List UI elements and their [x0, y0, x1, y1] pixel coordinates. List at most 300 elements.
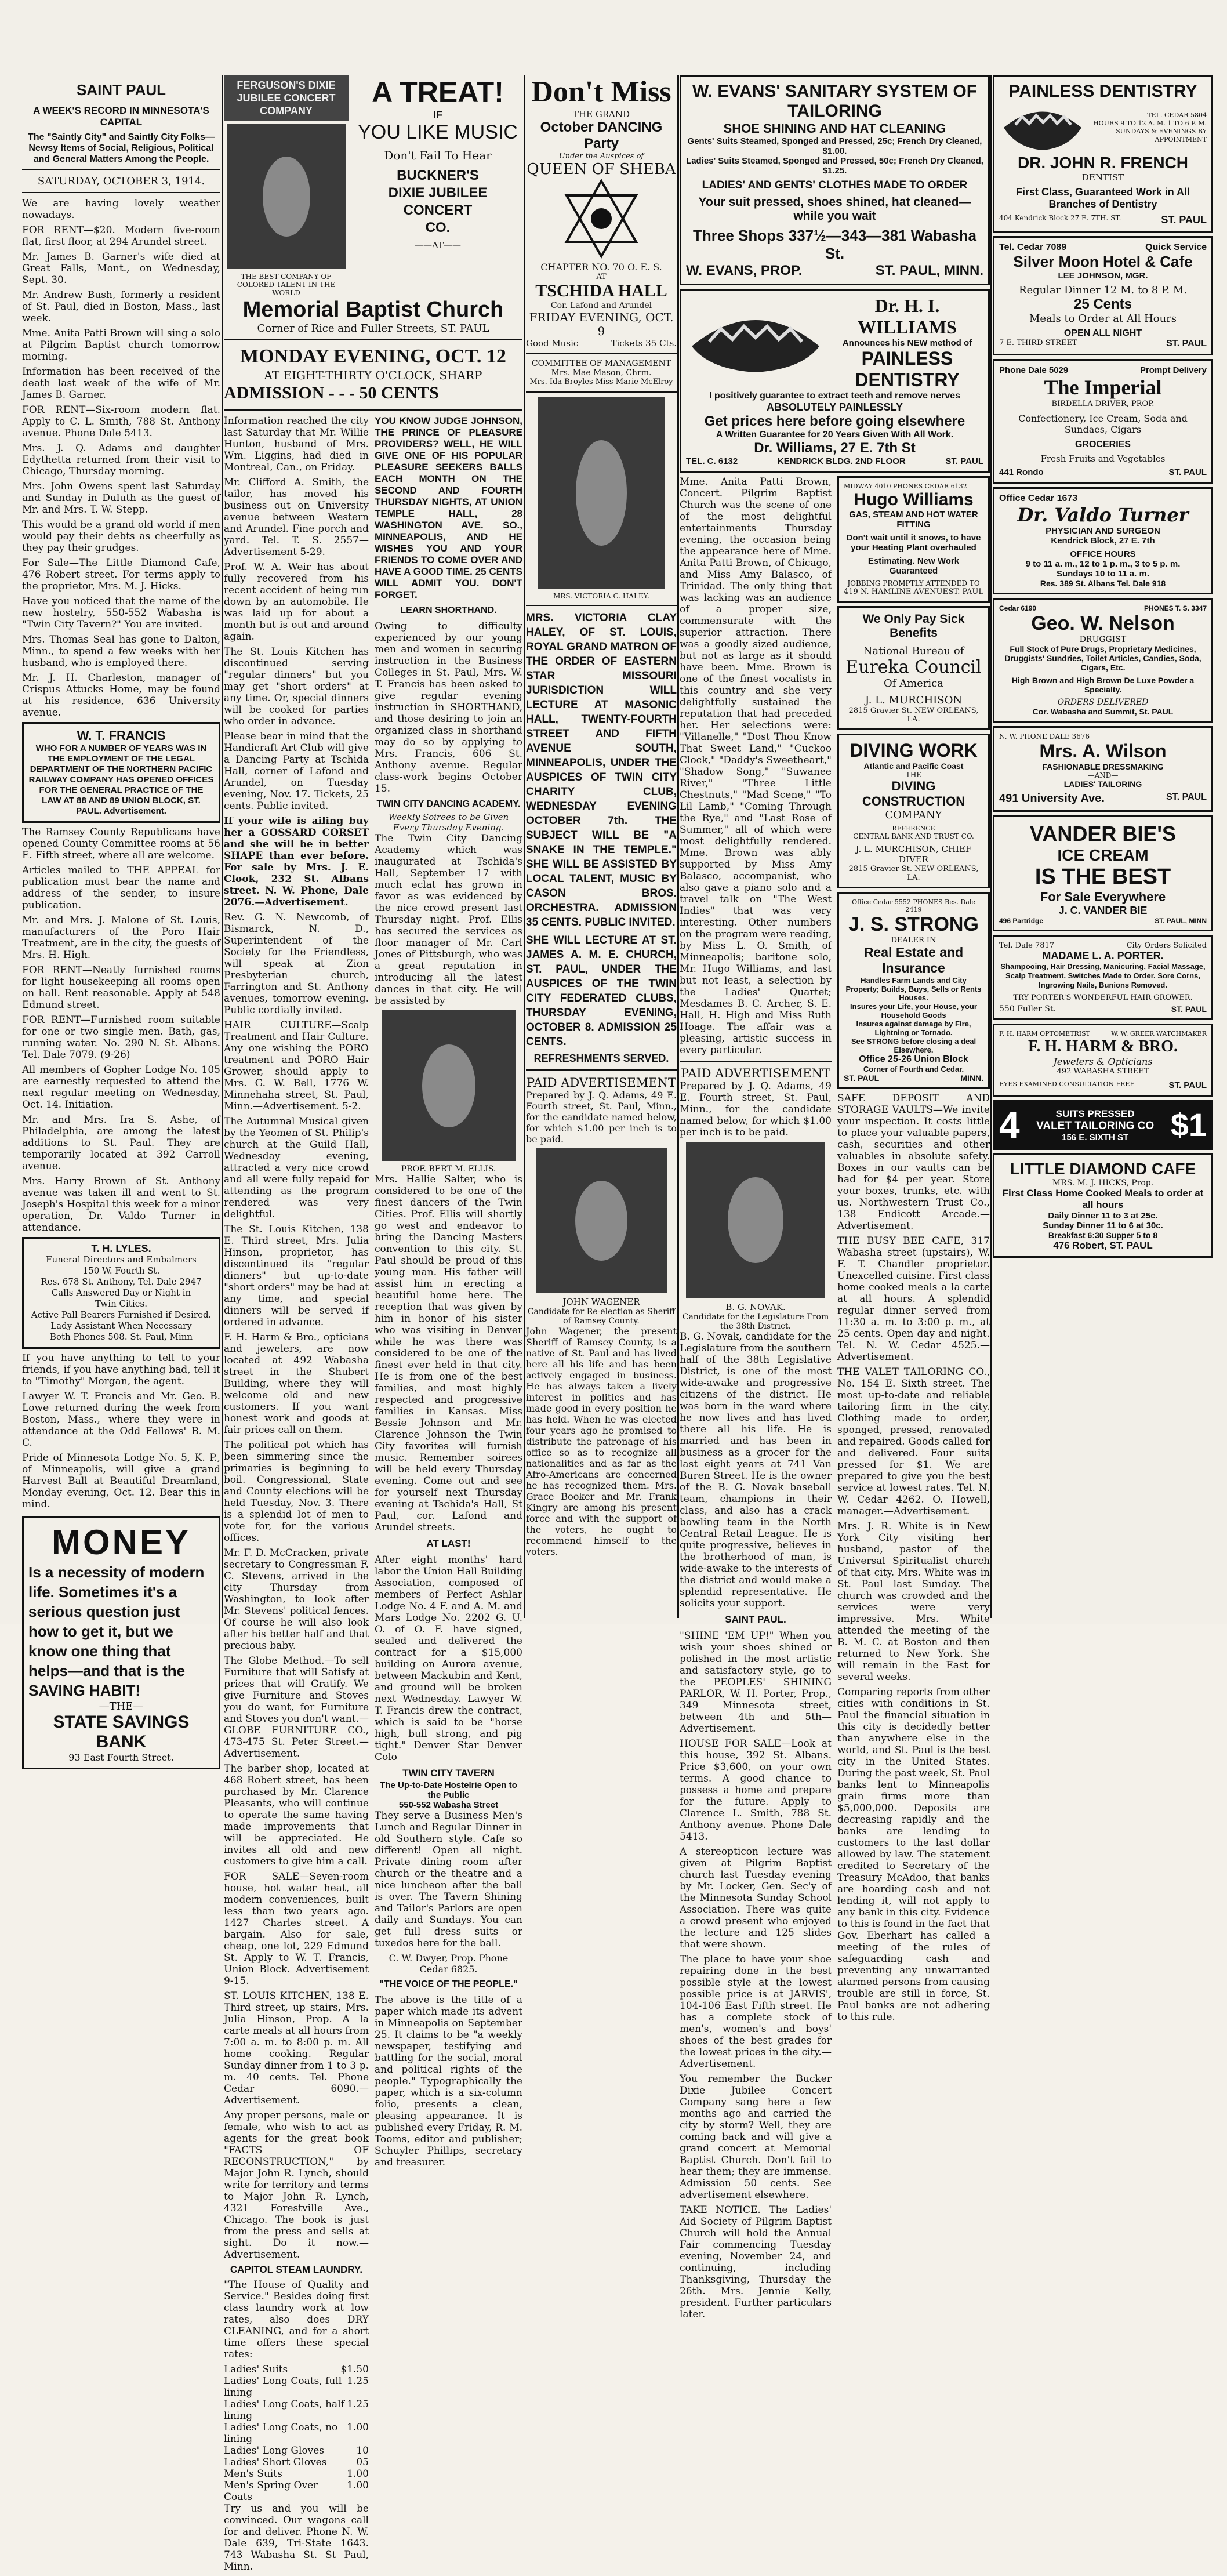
hugo-sub: GAS, STEAM AND HOT WATER FITTING — [849, 510, 978, 529]
lyles-title: T. H. LYLES. — [91, 1243, 151, 1254]
dance-party-ad — [526, 75, 677, 386]
williams-name: Dr. H. I. WILLIAMS — [858, 295, 957, 338]
turner-hours: Sundays 10 to 11 a. m. — [1056, 569, 1150, 579]
strong-corner: Corner of Fourth and Cedar. — [863, 1065, 964, 1073]
lyles-line: Lady Assistant When Necessary — [50, 1320, 192, 1331]
williams-line: Get prices here before going elsewhere — [704, 413, 965, 429]
list-item: All members of Gopher Lodge No. 105 are earnestly requested to attend the next regular meeting on Wednesday, Oct. 14. Initiation. — [22, 1064, 220, 1111]
imperial-name: The Imperial — [1044, 376, 1162, 399]
list-item: HAIR CULTURE—Scalp Treatment and Hair Culture. Any one wishing the PORO treatment and PORO Hair Grower, should apply to Mrs. G. W. Bell, 1776 W. Minnehaha street, St. Paul, Minn.—Advertisement. 5-2. — [224, 1019, 369, 1112]
johnson-notice: YOU KNOW JUDGE JOHNSON, THE PRINCE OF PLEASURE PROVIDERS? WELL, HE WILL GIVE ONE OF HIS POPULAR PLEASURE SEEKERS BALLS EACH MONTH ON THE SECOND AND FOURTH THURSDAY NIGHTS, AT UNION TEMPLE HALL, 28 WASHINGTON AVE. SO., MINNEAPOLIS, AND HE WISHES YOU AND YOUR FRIENDS TO COME OVER AND HAVE A GOOD TIME. 25 CENTS WILL ADMIT YOU. DON'T FORGET. — [375, 415, 522, 600]
col4-left — [680, 476, 832, 2324]
money-ad — [22, 1516, 220, 1769]
haley-body-2: SHE WILL LECTURE AT ST. JAMES A. M. E. CHURCH, ST. PAUL, UNDER THE AUSPICES OF THE TWIN CITY FEDERATED CLUBS, THURSDAY EVENING, OCTOBER 8. ADMISSION 25 CENTS. — [526, 934, 677, 1048]
lyles-line: Active Pall Bearers Furnished if Desired. — [31, 1309, 212, 1320]
little-diamond-line: First Class Home Cooked Meals to order at all hours — [1002, 1188, 1204, 1210]
teeth-icon — [999, 101, 1086, 154]
concert-time: AT EIGHT-THIRTY O'CLOCK, SHARP — [264, 368, 482, 382]
little-diamond-address: 476 Robert, ST. PAUL — [1053, 1240, 1153, 1251]
diving-address: 2815 Gravier St. NEW ORLEANS, LA. — [848, 865, 979, 882]
treat-buckner: BUCKNER'S — [397, 168, 479, 183]
voice-title: "THE VOICE OF THE PEOPLE." — [379, 1979, 518, 1989]
list-item: Have you noticed that the name of the new hostelry, 550-552 Wabasha is "Twin City Tavern?" You are invited. — [22, 596, 220, 630]
french-line: First Class, Guaranteed Work in All Branches of Dentistry — [1015, 186, 1190, 210]
list-item: Mr. and Mrs. J. Malone of St. Louis, manufacturers of the Poro Hair Treatment, are in the city, the guests of Mrs. H. High. — [22, 915, 220, 961]
list-item: Mr. and Mrs. Ira S. Ashe, of Philadelphia, are among the latest additions to St. Paul. They are temporarily located at 392 Carroll avenue. — [22, 1114, 220, 1172]
column-2 — [224, 75, 522, 2573]
harm-name: F. H. HARM & BRO. — [1028, 1037, 1178, 1055]
french-hours: TEL. CEDAR 5804 HOURS 9 TO 12 A. M. 1 TO 6 P. M. SUNDAYS & EVENINGS BY APPOINTMENT — [1093, 111, 1207, 143]
party-hall-address: Cor. Lafond and Arundel — [550, 301, 652, 310]
list-item: SAFE DEPOSIT AND STORAGE VAULTS—We invite your inspection. It costs little to place your valuable papers, cash, securities and other valuables in absolute safety. Boxes in our vaults can be had for $4 per year. Store your boxes, trunks, etc. with us. Northwestern Trust Co., 138 Endicott Arcade.—Advertisement. — [837, 1093, 990, 1232]
williams-line: ABSOLUTELY PAINLESSLY — [766, 401, 903, 413]
list-item: This would be a grand old world if men would pay their debts as cheerfully as they pay their grudges. — [22, 519, 220, 554]
valet-suits: SUITS PRESSED — [1055, 1108, 1135, 1119]
column-1 — [22, 75, 220, 1763]
haley-photo — [538, 397, 665, 589]
valet-price: $1 — [1170, 1106, 1207, 1143]
list-item: The political pot which has been simmering since the primaries is beginning to boil. Congressional, State and County elections will be held Tuesday, Nov. 3. There is a splendid lot of men to vote for, for the various offices. — [224, 1439, 369, 1544]
dont-miss: Don't Miss — [531, 75, 671, 108]
evans-line: Your suit pressed, shoes shined, hat cleaned—while you wait — [698, 195, 971, 223]
money-body: Is a necessity of modern life. Sometimes it's a serious question just how to get it, but we know one thing that helps—and that is the SAVING HABIT! — [28, 1563, 205, 1699]
eureka-sick: We Only Pay Sick Benefits — [862, 612, 965, 640]
wilson-footer: 491 University Ave. ST. PAUL — [999, 792, 1207, 805]
hugo-footer: 419 N. HAMLINE AVENUE ST. PAUL — [844, 587, 983, 596]
bank-name: STATE SAVINGS BANK — [53, 1713, 190, 1751]
troupe-photo — [227, 124, 346, 269]
diving-bank: CENTRAL BANK AND TRUST CO. — [853, 832, 974, 840]
party-under: Under the Auspices of — [558, 152, 644, 161]
party-hall: TSCHIDA HALL — [535, 281, 667, 300]
evans-line: LADIES' AND GENTS' CLOTHES MADE TO ORDER — [702, 179, 968, 191]
dixie-caption: THE BEST COMPANY OF COLORED TALENT IN THE WORLD — [237, 273, 336, 297]
turner-sub: PHYSICIAN AND SURGEON — [1046, 526, 1160, 536]
list-item: "SHINE 'EM UP!" When you wish your shoes shined or polished in the most artistic and satisfactory style, go to the PEOPLES' SHINING PARLOR, W. H. Porter, Prop., 349 Minnesota street, between 4th and 5th—Advertisement. — [680, 1630, 832, 1735]
strong-line: Insures against damage by Fire, Lightning or Tornado. — [856, 1019, 971, 1037]
committee-members: Mrs. Ida Broyles Miss Marie McElroy — [529, 378, 673, 386]
list-item: HOUSE FOR SALE—Look at this house, 392 St. Albans. Price $3,600, on your own terms. A good chance to possess a home and prepare for the future. Apply to Clarence L. Smith, 788 St. Anthony avenue. Phone Dale 5413. — [680, 1738, 832, 1842]
concert-review: Mme. Anita Patti Brown, Concert. Pilgrim Baptist Church was the scene of one of the most delightful entertainments Thursday evening, the occasion being the appearance here of Mme. Anita Patti Brown, of Chicago, and Miss Amy Balasco, of Trinidad. The only thing that was lacking was an audience of a proper size, commensurate with the superior attraction. There was a goodly sized audience, but not as large as it should have been. Mme. Brown is one of the finest vocalists in this country and she very delightfully sustained the reputation that had preceded her. Her selections were: "Villanelle," "Dost Thou Know That Sweet Land," "Cuckoo Clock," "Daddy's Sweetheart," "Shadow Song," "Suwanee River," "Three Little Chestnuts," "Mad Scene," "To Lil Lamb," "Coming Through the Rye," and "Last Rose of Summer," all of which were most delightfully rendered. Mme. Brown was ably supported by Miss Amy Balasco, accompanist, who also gave a piano solo and a travel talk on "The West Indies" that was very interesting. Other numbers on the program were reading, by Miss L. O. Smith, of Minneapolis; baritone solo, Mr. Hugo Williams, and last but not least, a selection by the Ladies' Quartet; Mesdames B. C. Archer, S. E. Hall, H. High and Miss Ruth Hoage. The affair was a pleasing, artistic success in every particular. — [680, 476, 832, 1056]
col4-body — [680, 476, 990, 2324]
laundry-title: CAPITOL STEAM LAUNDRY. — [230, 2264, 363, 2275]
dixie-banner: FERGUSON'S DIXIE JUBILEE CONCERT COMPANY — [224, 75, 349, 121]
list-item: FOR SALE—Seven-room house, hot water heat, all modern conveniences, built less than two years ago. 1427 Charles street. A bargain. Also for sale, cheap, one lot, 229 Edmund St. Apply to W. T. Francis, Union Block. Advertisement 9-15. — [224, 1871, 369, 1987]
nelson-phones: Cedar 6190 PHONES T. S. 3347 — [999, 604, 1207, 612]
list-item: Mr. Andrew Bush, formerly a resident of St. Paul, died in Boston, Mass., last week. — [22, 289, 220, 324]
treat-if: IF — [433, 109, 442, 121]
french-name: DR. JOHN R. FRENCH — [1017, 154, 1188, 172]
diving-the: —THE— — [898, 771, 929, 779]
list-item: Mme. Anita Patti Brown will sing a solo at Pilgrim Baptist church tomorrow morning. — [22, 328, 220, 362]
hugo-ad — [837, 476, 990, 603]
vander-bie-ad — [993, 815, 1213, 931]
list-item: Men's Spring Over Coats 1.00 — [224, 2480, 369, 2503]
column-4 — [680, 75, 990, 2320]
list-item: You remember the Bucker Dixie Jubilee Concert Company sang here a few months ago and carried the city by storm? Well, they are coming back and will give a grand concert at Memorial Baptist Church. Don't fail to hear them; they are immense. Admission 50 cents. See advertisement elsewhere. — [680, 2073, 832, 2201]
little-diamond-line: Daily Dinner 11 to 3 at 25c. — [1048, 1211, 1158, 1221]
party-grand: THE GRAND — [572, 109, 630, 119]
committee-chair: Mrs. Mae Mason, Chrm. — [551, 368, 652, 378]
eastern-star-emblem-icon — [561, 178, 642, 259]
hugo-line: JOBBING PROMPTLY ATTENDED TO — [847, 579, 980, 587]
atlast-title: AT LAST! — [426, 1538, 471, 1549]
diving-company: DIVING CONSTRUCTION — [862, 779, 965, 808]
hugo-line: Estimating. New Work Guaranteed — [867, 556, 960, 576]
porter-top: Tel. Dale 7817 City Orders Solicited — [999, 941, 1207, 950]
dixie-poster — [224, 75, 349, 297]
subhead: A WEEK'S RECORD IN MINNESOTA'S CAPITAL — [33, 105, 209, 128]
french-dentist: DENTIST — [1081, 172, 1124, 183]
valet-four: 4 — [999, 1104, 1020, 1146]
silver-moon-top: Tel. Cedar 7089 Quick Service — [999, 242, 1207, 252]
tavern-sign: C. W. Dwyer, Prop. Phone Cedar 6825. — [389, 1953, 509, 1975]
list-item: Mrs. Thomas Seal has gone to Dalton, Minn., to spend a few weeks with her husband, who is employed there. — [22, 634, 220, 669]
turner-hours-label: OFFICE HOURS — [1070, 549, 1136, 559]
dixie-section — [224, 75, 522, 297]
porter-ad — [993, 935, 1213, 1020]
french-head — [999, 101, 1207, 154]
list-item: Ladies' Long Coats, full lining 1.25 — [224, 2375, 369, 2399]
bank-address: 93 East Fourth Street. — [68, 1752, 174, 1763]
lyles-line: Res. 678 St. Anthony, Tel. Dale 2947 — [41, 1276, 202, 1287]
party-title: October DANCING Party — [540, 119, 663, 151]
lyles-line: Twin Cities. — [95, 1298, 147, 1309]
turner-residence: Res. 389 St. Albans Tel. Dale 918 — [1040, 579, 1166, 588]
evans-ad — [680, 75, 990, 285]
lyles-ad — [22, 1237, 220, 1349]
treat-co: CO. — [425, 220, 451, 235]
imperial-groceries: GROCERIES — [1074, 440, 1131, 449]
treat-concert: CONCERT — [403, 202, 473, 218]
silver-moon-ad — [993, 236, 1213, 355]
imperial-line: Confectionery, Ice Cream, Soda and Sundaes, Cigars — [1018, 413, 1188, 435]
laundry-end: Try us and you will be convinced. Our wagons call for and deliver. Phone N. W. Dale 639, Tri-State 1643. 743 Wabasha St. St Paul, Minn. — [224, 2503, 369, 2573]
harm-top: F. H. HARM OPTOMETRIST W. W. GREER WATCHMAKER — [999, 1030, 1207, 1037]
column-3 — [526, 75, 677, 1618]
nelson-address: Cor. Wabasha and Summit, St. PAUL — [1032, 707, 1174, 716]
treat-at: ——AT—— — [414, 240, 462, 251]
williams-ad — [680, 289, 990, 473]
list-item: A stereopticon lecture was given at Pilgrim Baptist church last Tuesday evening by Mr. Locker, Gen. Sec'y of the Minnesota Sunday School Association. There was quite a crowd present who enjoyed the lecture and 125 slides that were shown. — [680, 1846, 832, 1950]
strong-dealer: DEALER IN — [891, 936, 936, 945]
evans-sub: SHOE SHINING AND HAT CLEANING — [723, 121, 946, 136]
eureka-name: Eureka Council — [845, 657, 982, 677]
diving-ad — [837, 734, 990, 888]
paid-ad-label: PAID ADVERTISEMENT — [527, 1076, 676, 1090]
wagener-sub: Candidate for Re-election as Sheriff of Ramsey County. — [527, 1307, 676, 1326]
novak-caption: B. G. NOVAK. — [725, 1302, 786, 1312]
list-item: Men's Suits 1.00 — [224, 2468, 369, 2480]
tavern-sub: The Up-to-Date Hostelrie Open to the Public — [380, 1780, 517, 1800]
list-item: The barber shop, located at 468 Robert street, has been purchased by Mr. Clarence Pleasants, who will continue to operate the same having made improvements that will be appreciated. He invites all old and new customers to give him a call. — [224, 1763, 369, 1867]
wagener-body: John Wagener, the present Sheriff of Ramsey County, is a native of St. Paul and has lived here all his life and has been actively engaged in business. He has always taken a lively interest in politics and has made good in every position he has held. When he was elected four years ago he promised to distribute the patronage of his office so as to recognize all nationalities and as far as the Afro-Americans are concerned he has recognized them. Mrs. Grace Booker and Mr. Frank Kingry are among his present force and with the support of the voters, he ought to recommend himself to the voters. — [526, 1326, 677, 1557]
treat-ad — [353, 75, 522, 297]
admission: ADMISSION - - - 50 CENTS — [224, 383, 439, 402]
vander-bie-best: IS THE BEST — [1034, 865, 1171, 889]
vander-bie-sale: For Sale Everywhere — [1040, 890, 1166, 904]
french-ad — [993, 75, 1213, 233]
novak-sub: Candidate for the Legislature From the 38th District. — [682, 1312, 829, 1331]
strong-footer: ST. PAUL MINN. — [844, 1073, 983, 1083]
strong-line: Handles Farm Lands and City Property; Builds, Buys, Sells or Rents Houses. — [845, 976, 982, 1002]
harm-sub: Jewelers & Opticians — [1053, 1056, 1153, 1067]
novak-body: B. G. Novak, candidate for the Legislature from the southern half of the 38th Legislative District, is one of the most wide-awake and progressive citizens of the district. He was born in the ward where he now lives and has lived there all his life. He is married and has been in business as a grocer for the last eight years at 741 Van Buren Street. He is the owner of the B. G. Novak baseball team, champions in their class, and also has a crack bowling team in the North Central Retail League. He is quite progressive, believes in the brotherhood of man, is wide-awake to the interests of the district and would make a splendid representative. He solicits your support. — [680, 1331, 832, 1609]
list-item: Comparing reports from other cities with conditions in St. Paul the financial situation in this city is decidedly better than anywhere else in the world, and St. Paul is the best city in the United States. During the past week, St. Paul banks lent to Minneapolis grain firms more than $5,000,000. Deposits are decreasing rapidly and the banks are lending to customers to the last dollar allowed by law. The statement credited to Secretary of the Treasury McAdoo, that banks are hoarding cash and not lending it, will not apply to any bank in this city. Evidence to this is found in the fact that Gov. Eberhart has called a meeting of the rules of safeguarding cash and preventing any unwarranted alarmed persons from causing trouble are still in force, St. Paul banks are not adhering to this rule. — [837, 1686, 990, 2023]
williams-headline — [831, 295, 983, 391]
porter-footer: 550 Fuller St. ST. PAUL — [999, 1004, 1207, 1014]
list-item: The Globe Method.—To sell Furniture that will Satisfy at prices that will Gratify. We give Furniture and Stoves you do want, for Furniture and Stoves you don't want.—GLOBE FURNITURE CO., 473-475 St. Peter Street.—Advertisement. — [224, 1655, 369, 1759]
list-item: Articles mailed to THE APPEAL for publication must bear the name and address of the sender, to insure publication. — [22, 865, 220, 911]
wilson-ad — [993, 726, 1213, 812]
little-diamond-line: Breakfast 6:30 Supper 5 to 8 — [1048, 1231, 1158, 1240]
list-item: Mr. F. D. McCracken, private secretary to Congressman F. C. Stevens, arrived in the city Thursday from Washington, to look after Mr. Stevens' political fences. Of course he will also look after his better half and that precious baby. — [224, 1547, 369, 1652]
wilson-sub: FASHIONABLE DRESSMAKING — [1042, 762, 1164, 771]
col2-right — [375, 415, 522, 2576]
column-rule — [677, 75, 679, 1618]
williams-announce: Announces his NEW method of — [842, 338, 972, 348]
church-name: Memorial Baptist Church — [242, 297, 504, 322]
strong-line: See STRONG before closing a deal Elsewhere. — [851, 1037, 976, 1054]
williams-footer: TEL. C. 6132 KENDRICK BLDG. 2ND FLOOR ST. PAUL — [686, 456, 983, 466]
treat-title: A TREAT! — [372, 76, 504, 108]
ellis-photo — [382, 1010, 516, 1161]
hugo-phones: MIDWAY 4010 PHONES CEDAR 6132 — [844, 482, 967, 490]
col2-left — [224, 415, 369, 2576]
silver-moon-price: 25 Cents — [1073, 296, 1132, 312]
academy-sub: Weekly Soirees to be Given Every Thursday Evening. — [388, 812, 509, 833]
column-5 — [993, 75, 1213, 1618]
concert-date: MONDAY EVENING, OCT. 12 — [240, 346, 506, 367]
porter-body: Shampooing, Hair Dressing, Manicuring, Facial Massage, Scalp Treatment. Switches Made to Order. Sore Corns, Ingrowing Nails, Bunions Removed. — [1000, 962, 1206, 989]
williams-head — [686, 295, 983, 391]
diving-title: DIVING WORK — [850, 740, 978, 761]
valet-name: VALET TAILORING CO — [1036, 1119, 1155, 1132]
party-chapter: CHAPTER NO. 70 O. E. S. — [540, 262, 662, 273]
little-diamond-prop: MRS. M. J. HICKS, Prop. — [1052, 1178, 1154, 1188]
haley-caption: MRS. VICTORIA C. HALEY. — [553, 592, 649, 600]
strong-phones: Office Cedar 5552 PHONES Res. Dale 2419 — [852, 898, 975, 913]
lyles-line: Both Phones 508. St. Paul, Minn — [49, 1331, 193, 1342]
saint-paul-head: SAINT PAUL. — [725, 1614, 786, 1625]
ellis-body: Mrs. Hallie Salter, who is considered to be one of the finest dancers of the Twin Cities. Prof. Ellis will shortly go west and endeavor to bring the Dancing Masters convention to this city. St. Paul should be proud of this young man. His father will assist him in erecting a beautiful home here. The reception that was given by him in honor of his sister who was visiting in Denver while he was there was considered to be one of the finest ever held in that city. He is from one of the best families, and most highly respected and progressive families in Kansas. Miss Bessie Johnson and Mr. Clarence Johnson the Twin City favorites will furnish music. Remember soirees will be held every Thursday evening. Come out and see for yourself next Thursday evening at Tschida's Hall, St Paul, cor. Lafond and Arundel streets. — [375, 1174, 522, 1533]
list-item: Rev. G. N. Newcomb, of Bismarck, N. D., Superintendent of the Society for the Friendless, will speak at Zion Presbyterian church, Farrington and St. Anthony avenues, tomorrow evening. Public cordially invited. — [224, 912, 369, 1016]
list-item: The St. Louis Kitchen, 138 E. Third street, Mrs. Julia Hinson, proprietor, has discontinued its "regular dinners" but up-to-date "short orders" may be had at any time, and special dinners will be served if ordered in advance. — [224, 1224, 369, 1328]
strong-line: Insures your Life, your House, your Household Goods — [850, 1002, 977, 1019]
list-item: Mr. Clifford A. Smith, the tailor, has moved his business out on University avenue between Western and Arundel. Fine porch and yard. Tel. T. S. 2557—Advertisement 5-29. — [224, 477, 369, 558]
lyles-line: Funeral Directors and Embalmers — [46, 1254, 197, 1265]
laundry-body: "The House of Quality and Service." Besides doing first class laundry work at low rates, also does DRY CLEANING, and for a short time offers these special rates: — [224, 2279, 369, 2360]
harm-address: 492 WABASHA STREET — [1057, 1067, 1149, 1076]
little-diamond-name: LITTLE DIAMOND CAFE — [1010, 1160, 1196, 1178]
strong-ad — [837, 892, 990, 1089]
silver-moon-line: Meals to Order at All Hours — [1029, 313, 1177, 325]
list-item: Ladies' Suits $1.50 — [224, 2364, 369, 2375]
nelson-line: Full Stock of Pure Drugs, Proprietary Medicines, Druggists' Sundries, Toilet Articles, Candies, Soda, Cigars, Etc. — [1004, 644, 1201, 672]
francis-body: WHO FOR A NUMBER OF YEARS WAS IN THE EMPLOYMENT OF THE LEGAL DEPARTMENT OF THE NORTHERN PACIFIC RAILWAY COMPANY HAS OPENED OFFICES FOR THE GENERAL PRACTICE OF THE LAW AT 88 AND 89 UNION BLOCK, ST. PAUL. Advertisement. — [28, 743, 214, 816]
williams-line: A Written Guarantee for 20 Years Given With All Work. — [716, 430, 954, 440]
wilson-name: Mrs. A. Wilson — [1039, 741, 1167, 761]
hugo-line: Don't wait until it snows, to have your Heating Plant overhauled — [846, 533, 981, 553]
turner-address: Kendrick Block, 27 E. 7th — [1051, 536, 1155, 546]
list-item: Any proper persons, male or female, who wish to act as agents for the great book "FACTS OF RECONSTRUCTION," by Major John R. Lynch, should write for territory and terms to Major John R. Lynch, 4321 Forestville Ave., Chicago. The book is just from the press and sells at sight. Do it now.—Advertisement. — [224, 2110, 369, 2261]
evans-shops: Three Shops 337½—343—381 Wabasha St. — [693, 227, 976, 262]
paid-ad-body: Prepared by J. Q. Adams, 49 E. Fourth street, St. Paul, Minn., for the candidate named below, for which $1.00 per inch is to be paid. — [526, 1090, 677, 1145]
wagener-caption: JOHN WAGENER — [562, 1297, 640, 1307]
treat-dixie: DIXIE JUBILEE — [388, 185, 488, 201]
lyles-line: Calls Answered Day or Night in — [51, 1287, 191, 1298]
turner-hours: 9 to 11 a. m., 12 to 1 p. m., 3 to 5 p. m. — [1025, 559, 1181, 569]
evans-line: Ladies' Suits Steamed, Sponged and Pressed, 50c; French Dry Cleaned, $1.25. — [686, 156, 983, 176]
strong-real-estate: Real Estate and Insurance — [863, 945, 964, 975]
list-item: The place to have your shoe repairing done in the best possible style at the lowest possible price is at JARVIS', 104-106 East Fifth street. He has a complete stock of men's, women's and boys' shoes of the best grades for the lowest prices in the city.—Advertisement. — [680, 1954, 832, 2070]
strong-office: Office 25-26 Union Block — [859, 1054, 968, 1064]
french-title: PAINLESS DENTISTRY — [1008, 82, 1197, 101]
list-item: FOR RENT—Neatly furnished rooms for light housekeeping all rooms open on hall. Rent reasonable. Apply at 548 Edmund street. — [22, 964, 220, 1011]
porter-name: MADAME L. A. PORTER. — [1042, 950, 1164, 962]
strong-name: J. S. STRONG — [848, 913, 979, 935]
turner-ad — [993, 487, 1213, 594]
diving-company-word: COMPANY — [885, 809, 942, 821]
list-item: For Sale—The Little Diamond Cafe, 476 Robert street. For terms apply to the proprietor, Mrs. M. J. Hicks. — [22, 557, 220, 592]
list-item: Mrs. John Owens spent last Saturday and Sunday in Duluth as the guest of Mr. and Mrs. T. W. Stepp. — [22, 481, 220, 516]
list-item: FOR RENT—Six-room modern flat. Apply to C. L. Smith, 788 St. Anthony avenue. Phone Dale 5413. — [22, 404, 220, 439]
valet-address: 156 E. SIXTH ST — [1062, 1132, 1129, 1142]
refreshments: REFRESHMENTS SERVED. — [533, 1053, 669, 1064]
list-item: Lawyer W. T. Francis and Mr. Geo. B. Lowe returned during the week from Boston, Mass., where they were in attendance at the Odd Fellows' B. M. C. — [22, 1391, 220, 1449]
shorthand-title: LEARN SHORTHAND. — [400, 605, 497, 615]
silver-moon-line: Regular Dinner 12 M. to 8 P. M. — [1018, 284, 1187, 296]
silver-moon-footer: 7 E. THIRD STREET ST. PAUL — [999, 339, 1207, 349]
list-item: Ladies' Long Coats, no lining 1.00 — [224, 2422, 369, 2445]
treat-dont: Don't Fail To Hear — [384, 148, 492, 162]
list-item: FOR RENT—$20. Modern five-room flat, first floor, at 294 Arundel street. — [22, 224, 220, 248]
list-item: Ladies' Long Coats, half lining 1.25 — [224, 2399, 369, 2422]
column-rule — [222, 75, 223, 1618]
party-date: FRIDAY EVENING, OCT. 9 — [529, 310, 674, 338]
nelson-ad — [993, 598, 1213, 723]
academy-title: TWIN CITY DANCING ACADEMY. — [376, 799, 521, 809]
williams-address: Dr. Williams, 27 E. 7th St — [754, 440, 916, 456]
church-address: Corner of Rice and Fuller Streets, ST. PAUL — [257, 322, 489, 335]
little-diamond-line: Sunday Dinner 11 to 6 at 30c. — [1043, 1221, 1163, 1231]
deck: The "Saintly City" and Saintly City Folks—Newsy Items of Social, Religious, Political and General Matters Among the People. — [28, 132, 215, 164]
ellis-caption: PROF. BERT M. ELLIS. — [401, 1164, 496, 1174]
items-list — [22, 198, 220, 719]
imperial-prop: BIRDELLA DRIVER, PROP. — [1051, 400, 1155, 408]
tavern-body: They serve a Business Men's Lunch and Regular Dinner in old Southern style. Cafe so different! Open all night. Private dining room after church or the theatre and a nice luncheon after the ball is over. The Tavern Shining and Tailor's Parlors are open daily and Sundays. You can get full dress suits or tuxedos here for the ball. — [375, 1810, 522, 1949]
list-item: Mrs. J. Q. Adams and daughter Edythetta returned from their visit to Chicago, Thursday morning. — [22, 442, 220, 477]
list-item: Mrs. J. R. White is in New York City visiting her husband, pastor of the Universal Spiritualist church of that city. Mrs. White was in St. Paul last Sunday. The church was crowded and the services were very impressive. Mrs. White attended the meeting of the B. M. C. at Boston and then returned to New York. She will remain in the East for several weeks. — [837, 1521, 990, 1683]
tavern-address: 550-552 Wabasha Street — [398, 1800, 499, 1810]
dentures-icon — [686, 306, 825, 381]
party-at: ——AT—— — [581, 273, 622, 281]
list-item: Ladies' Long Gloves 10 — [224, 2445, 369, 2457]
vander-bie-ice-cream: ICE CREAM — [1057, 846, 1149, 864]
list-item: FOR RENT—Furnished room suitable for one or two single men. Bath, gas, running water. No. 290 N. St. Albans. Tel. Dale 7079. (9-26) — [22, 1014, 220, 1061]
eureka-address: 2815 Gravier St. NEW ORLEANS, LA. — [848, 706, 979, 724]
academy-body: The Twin City Dancing Academy which was inaugurated at Tschida's Hall, September 17 with much eclat has grown in favor as was evidenced by the nice crowd present last Thursday night. Prof. Ellis has secured the services as floor manager of Mr. Carl Jones of Pittsburgh, who was a great reputation in introducing all the latest dances in that city. He will be assisted by — [375, 833, 522, 1007]
committee-title: COMMITTEE OF MANAGEMENT — [531, 359, 671, 368]
evans-line: Gents' Suits Steamed, Sponged and Pressed, 25c; French Dry Cleaned, $1.00. — [687, 136, 982, 156]
harm-footer: EYES EXAMINED CONSULTATION FREE ST. PAUL — [999, 1080, 1207, 1090]
party-info: Good Music Tickets 35 Cts. — [526, 338, 677, 349]
list-item: Mr. J. H. Charleston, manager of Crispus Attucks Home, may be found at his residence, 636 University avenue. — [22, 672, 220, 719]
eureka-murchison: J. L. MURCHISON — [865, 694, 963, 706]
dateline: SATURDAY, OCTOBER 3, 1914. — [37, 175, 205, 187]
col4-right — [837, 476, 990, 2324]
silver-moon-line: OPEN ALL NIGHT — [1063, 328, 1142, 338]
list-item: The Ramsey County Republicans have opened County Committee rooms at 56 E. Fifth street, where all are welcome. — [22, 826, 220, 861]
francis-title: W. T. FRANCIS — [77, 728, 166, 743]
list-item: THE BUSY BEE CAFE, 317 Wabasha street (upstairs), W. F. T. Chandler proprietor. Unexcelled cuisine. First class home cooked meals a la carte at all hours. A splendid regular dinner served from 11:30 a. m. to 3:00 p. m., at 25 cents. Open day and night. Tel. N. W. Cedar 4525.—Advertisement. — [837, 1235, 990, 1363]
list-item: Prof. W. A. Weir has about fully recovered from his recent accident of being run down by an automobile. He was laid up for about a month but is out and around again. — [224, 561, 369, 643]
money-title: MONEY — [51, 1523, 191, 1562]
shorthand-body: Owing to difficulty experienced by our young men and women in securing instruction in the Business Colleges in St. Paul, Mrs. W. T. Francis has been asked to give regular evening instruction in SHORTHAND, and those desiring to join an organized class in shorthand may do so by applying to Mrs. Francis, 606 St. Anthony avenue. Regular class-work begins October 15. — [375, 621, 522, 794]
list-item: The Autumnal Musical given by the Yeomen of St. Philip's church at the Guild Hall, Wednesday evening, attracted a very nice crowd and all were fully repaid for attending as the program rendered was very delightful. — [224, 1116, 369, 1220]
porter-try: TRY PORTER'S WONDERFUL HAIR GROWER. — [1013, 993, 1193, 1002]
little-diamond-ad — [993, 1153, 1213, 1258]
valet-text — [1025, 1108, 1166, 1142]
diving-sub: Atlantic and Pacific Coast — [863, 761, 964, 771]
hugo-name: Hugo Williams — [854, 490, 974, 509]
list-item: The St. Louis Kitchen has discontinued serving "regular dinners" but you may get "short orders" at any time. Or, special dinners will be cooked for parties who order in advance. — [224, 646, 369, 727]
imperial-line: Fresh Fruits and Vegetables — [1040, 453, 1166, 464]
list-item: If you have anything to tell to your friends, if you have anything bad, tell it to "Timothy" Morgan, the agent. — [22, 1352, 220, 1387]
col2-body — [224, 415, 522, 2576]
williams-line: I positively guarantee to extract teeth and remove nerves — [709, 391, 961, 401]
wilson-phone: N. W. PHONE DALE 3676 — [999, 732, 1090, 741]
nelson-line: ORDERS DELIVERED — [1057, 698, 1149, 707]
paid-ad-body: Prepared by J. Q. Adams, 49 E. Fourth street, St. Paul, Minn., for the candidate named below, for which $1.00 per inch is to be paid. — [680, 1080, 832, 1138]
nelson-sub: DRUGGIST — [1079, 635, 1127, 644]
paid-ad-label: PAID ADVERTISEMENT — [681, 1066, 830, 1080]
silver-moon-name: Silver Moon Hotel & Cafe — [1013, 253, 1193, 270]
list-item: Pride of Minnesota Lodge No. 5, K. P., of Minneapolis, will give a grand Harvest Ball at Beautiful Dreamland, Monday evening, Oct. 12. Bear this in mind. — [22, 1452, 220, 1510]
list-item: THE VALET TAILORING CO., No. 154 E. Sixth street. The most up-to-date and reliable tailoring firm in the city. Clothing made to order, sponged, pressed, renovated and repaired. Goods called for and delivered. Four suits pressed for $1. We are prepared to give you the best service at lowest rates. Tel. N. W. Cedar 4262. O. Howell, manager.—Advertisement. — [837, 1366, 990, 1517]
money-the: —THE— — [99, 1700, 144, 1713]
evans-footer: W. EVANS, PROP. ST. PAUL, MINN. — [686, 263, 983, 278]
diving-chief: J. L. MURCHISON, CHIEF DIVER — [855, 844, 972, 865]
laundry-price-list — [224, 2364, 369, 2503]
list-item: If your wife is ailing buy her a GOSSARD CORSET and she will be in better SHAPE than ever before. For sale by Mrs. J. E. Clook, 232 St. Albans street. N. W. Phone, Dale 2076.—Advertisement. — [224, 815, 369, 908]
nelson-name: Geo. W. Nelson — [1031, 612, 1175, 634]
imperial-ad — [993, 359, 1213, 484]
list-item: Mr. James B. Garner's wife died at Great Falls, Mont., on Wednesday, Sept. 30. — [22, 251, 220, 286]
list-item: Mrs. Harry Brown of St. Anthony avenue was taken ill and went to St. Joseph's Hospital this week for a minor operation, Dr. Valdo Turner in attendance. — [22, 1175, 220, 1233]
french-footer: 404 Kendrick Block 27 E. 7TH. ST. ST. PAUL — [999, 214, 1207, 226]
eureka-ad — [837, 606, 990, 730]
valet-ad — [993, 1100, 1213, 1150]
tavern-title: TWIN CITY TAVERN — [402, 1768, 495, 1779]
wilson-sub2: LADIES' TAILORING — [1063, 779, 1142, 789]
list-item: TAKE NOTICE. The Ladies' Aid Society of Pilgrim Baptist Church will hold the Annual Fair commencing Tuesday evening, November 24, and continuing, including Thanksgiving, Thursday the 26th. Mrs. Jennie Kelly, president. Further particulars later. — [680, 2204, 832, 2320]
williams-painless: PAINLESS DENTISTRY — [855, 348, 960, 390]
imperial-footer: 441 Rondo ST. PAUL — [999, 467, 1207, 477]
vander-bie-owner: J. C. VANDER BIE — [1058, 905, 1148, 916]
francis-ad — [22, 722, 220, 823]
turner-office: Office Cedar 1673 — [999, 494, 1078, 503]
column-rule — [990, 75, 992, 1618]
vander-bie-name: VANDER BIE'S — [1030, 822, 1176, 846]
harm-ad — [993, 1024, 1213, 1097]
eureka-of-america: Of America — [883, 677, 944, 690]
imperial-top: Phone Dale 5029 Prompt Delivery — [999, 365, 1207, 375]
atlast-body: After eight months' hard labor the Union Hall Building Association, composed of members of Perfect Ashlar Lodge No. 4 F. and A. M. and Mars Lodge No. 2202 G. U. O. of O. F. have signed, sealed and delivered the contract for a $15,000 building on Aurora avenue, between Mackubin and Kent, and ground will be broken next Wednesday. Lawyer W. T. Francis drew the contract, which is said to be "horse high, bull strong, and pig tight." Denver Star Denver Colo — [375, 1554, 522, 1763]
novak-photo — [686, 1142, 825, 1298]
haley-body: MRS. VICTORIA CLAY HALEY, OF ST. LOUIS, ROYAL GRAND MATRON OF THE ORDER OF EASTERN STAR MISSOURI JURISDICTION WILL LECTURE AT MASONIC HALL, TWENTY-FOURTH STREET AND FIFTH AVENUE SOUTH, MINNEAPOLIS, UNDER THE AUSPICES OF TWIN CITY CHARITY CLUB, WEDNESDAY EVENING OCTOBER 7th. THE SUBJECT WILL BE "A SNAKE IN THE TEMPLE." SHE WILL BE ASSISTED BY LOCAL TALENT, MUSIC BY CASON BROS. ORCHESTRA. ADMISSION 35 CENTS. PUBLIC INVITED. — [526, 612, 677, 928]
treat-music: YOU LIKE MUSIC — [358, 121, 518, 143]
